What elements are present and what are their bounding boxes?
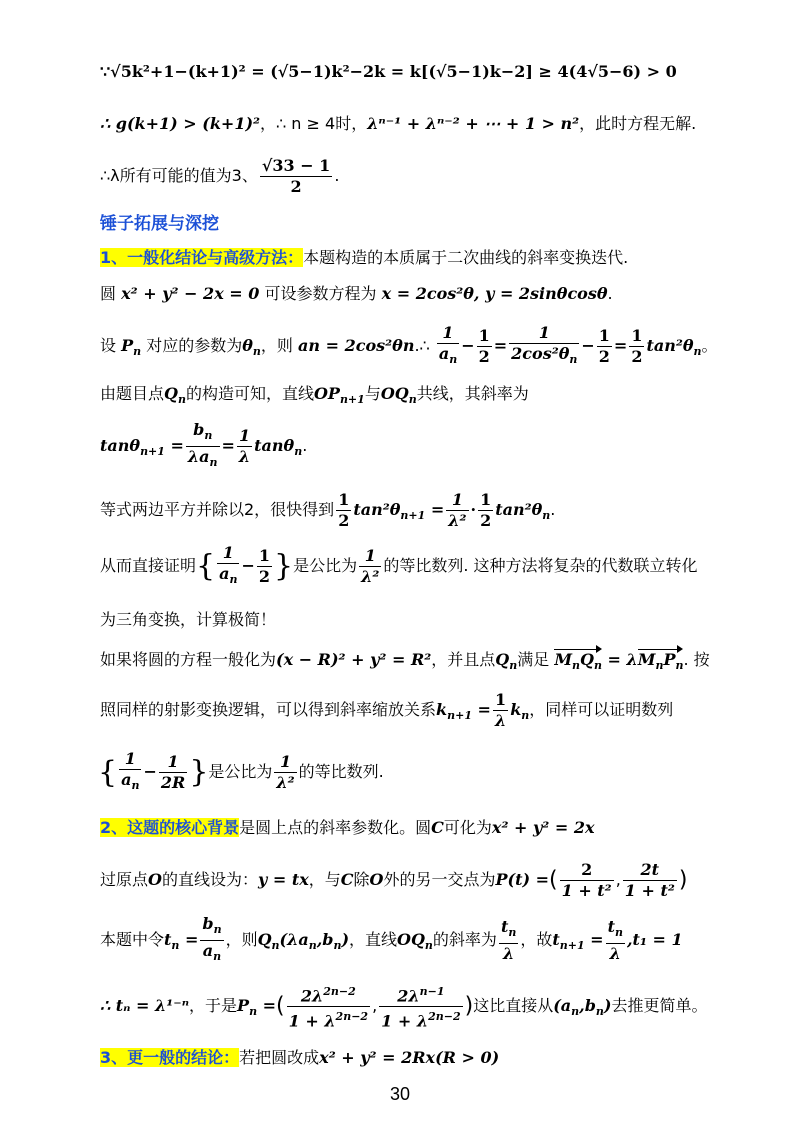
q-text-c: 与 (364, 384, 381, 403)
inequality-line-1 (100, 60, 740, 84)
gen2-text-a: 照同样的射影变换逻辑，可以得到斜率缩放关系 (100, 700, 437, 719)
origin-text-e: 外的另一交点为 (383, 870, 496, 889)
section-3-line (100, 1046, 740, 1070)
gen2-text-b: ，同样可以证明数列 (529, 700, 674, 719)
gen3-text-c: 的等比数列. (298, 762, 384, 781)
general-sequence-line: { $\frac{1}{a_n}$ − $\frac{1}{2R}$ }是公比为 $\frac{1}{\text{λ²}}$ 的等比数列. (98, 748, 384, 793)
inequality-line-2 (100, 112, 740, 136)
tn-line: 本题中令$t_n$ = $\frac{b_n}{a_n}$ ，则$Q_n(\lambda a_n,b_n)$，直线$OQ_n$的斜率为 $\frac{t_n}{\lambda}$ ，故$t_{n+1}$ = $\frac{t_n}{\lambda}$ ,t₁ = 1 (100, 914, 683, 964)
section-1-text: 本题构造的本质属于二次曲线的斜率变换迭代. (303, 248, 629, 267)
general-circle-line: 如果将圆的方程一般化为(x − R)² + y² = R²，并且点$Q_n$满足 $M_nQ_n = \lambda M_nP_n$. 按 (100, 648, 740, 678)
param-text: 可设参数方程为 (264, 284, 377, 303)
prove-text-b: 是公比为 (293, 556, 358, 575)
condition-text: ，∴ n ≥ 4时， (260, 114, 368, 133)
tn-text-d: 的斜率为 (432, 930, 497, 950)
origin-equation: y = tx (257, 870, 309, 889)
g-inequality: ∴ g(k+1) > (k+1)² (100, 114, 261, 133)
circle-label: 圆 (100, 284, 117, 303)
lambda-sum: λⁿ⁻¹ + λⁿ⁻² + ⋯ + 1 > n² (367, 114, 580, 133)
section-2-text-a: 是圆上点的斜率参数化。圆 (239, 818, 432, 837)
section-3-text: 若把圆改成 (239, 1048, 320, 1067)
tan-recursion-line: tanθ$_{n+1}$ = $\frac{b_n}{\lambda a_n}$ = $\frac{1}{\lambda}$ tanθ$_n$. (100, 420, 308, 470)
tn-formula: ∴ tₙ = λ¹⁻ⁿ (100, 996, 190, 1015)
pn-line: ∴ tₙ = λ¹⁻ⁿ，于是$P_n$ =( $\frac{2\lambda^{2n-2}}{1 + \lambda^{2n-2}}$ , $\frac{2\lambda^{n-1}}{1 + \lambda^{2n-2}}$ )这比直接从$(a_n,b_n)$去推更简单。 (100, 980, 740, 1032)
qn-line: 由题目点$Q_n$的构造可知，直线$OP_{n+1}$与$OQ_n$共线，其斜率为 (100, 384, 529, 407)
origin-text-d: 除 (353, 870, 370, 889)
tn-text-c: ，直线 (349, 930, 398, 950)
set-text: 设 (100, 336, 117, 355)
circle-equation: x² + y² − 2x = 0 (121, 284, 260, 303)
section-3-label: 3、更一般的结论： (100, 1048, 240, 1067)
section-2-text-b: 可化为 (443, 818, 492, 837)
fraction-numerator: √33 − 1 (261, 156, 331, 175)
origin-text-a: 过原点 (100, 870, 149, 889)
prove-line: 从而直接证明{ $\frac{1}{a_n}$ − $\frac{1}{2}$ }是公比为 $\frac{1}{\text{λ²}}$ 的等比数列. 这种方法将复杂的代数联立转化 (100, 542, 698, 587)
q-text-d: 共线，其斜率为 (416, 384, 529, 403)
gen-text-c: 满足 (517, 650, 550, 669)
tn-text-a: 本题中令 (100, 930, 165, 950)
tn-text-e: ，故 (520, 930, 553, 950)
therefore: .∴ (414, 336, 430, 355)
lambda-values-text: ∴λ所有可能的值为3、 (100, 166, 258, 185)
pn-text-c: 这比直接从 (473, 996, 554, 1015)
gen-text-d: . 按 (683, 650, 710, 669)
then-text: ，则 (260, 336, 293, 355)
tn-text-b: ，则 (225, 930, 258, 950)
q-text-b: 的构造可知，直线 (185, 384, 314, 403)
fraction-denominator: 2 (290, 177, 302, 196)
origin-line: 过原点O的直线设为：y = tx，与C除O外的另一交点为P(t) =( $\frac{2}{\text{1 + t²}}$ , $\frac{2t}{\text{1 + t²}}$ ) (100, 860, 688, 900)
set-pn-line: 设 $P_n$ 对应的参数为$\theta_n$，则 an = 2cos²θn.∴ $\frac{1}{a_n}$ − $\frac{1}{2}$ = $\frac{1}{2\cos^2\theta_n}$ − $\frac{1}{2}$ = $\frac{1}{2}$ $\tan^2\theta_n$。 (100, 322, 718, 367)
no-solution-text: ，此时方程无解. (579, 114, 697, 133)
section-2-equation: x² + y² = 2x (491, 818, 595, 837)
gen3-text-b: 是公比为 (208, 762, 273, 781)
inequality-text: ∵√5k²+1−(k+1)² = (√5−1)k²−2k = k[(√5−1)k−2] ≥ 4(4√5−6) > 0 (100, 62, 677, 81)
q-text-a: 由题目点 (100, 384, 165, 403)
lambda-values-line: ∴λ所有可能的值为3、 $\frac{√33 - 1}{2}$ . (100, 156, 340, 196)
section-heading: 锤子拓展与深挖 (100, 214, 219, 234)
prove-text-c: 的等比数列. 这种方法将复杂的代数联立转化 (383, 556, 698, 575)
page-number: 30 (389, 1084, 411, 1104)
squared-text: 等式两边平方并除以2，很快得到 (100, 500, 335, 519)
origin-text-b: 的直线设为： (161, 870, 258, 889)
section-3-equation: x² + y² = 2Rx(R > 0) (319, 1048, 500, 1067)
circle-param-line (100, 282, 740, 306)
gen-text-b: ，并且点 (431, 650, 496, 669)
end-mark: 。 (701, 336, 718, 355)
pn-text-d: 去推更简单。 (611, 996, 708, 1015)
period: . (607, 284, 613, 303)
origin-text-c: ，与 (308, 870, 341, 889)
prove-line-2: 为三角变换，计算极简！ (100, 610, 277, 629)
squared-line: 等式两边平方并除以2，很快得到 $\frac{1}{2}$ $\tan^2\theta_{n+1}$ = $\frac{1}{\text{λ²}}$ · $\frac{1}{2}$ $\tan^2\theta_n$. (100, 490, 556, 530)
lambda-fraction (260, 156, 332, 197)
section-2-label: 2、这题的核心背景 (100, 818, 240, 837)
section-1-line (100, 246, 740, 270)
section-2-line: 2、这题的核心背景是圆上点的斜率参数化。圆C可化为x² + y² = 2x (100, 818, 595, 837)
pn-text-b: ，于是 (189, 996, 238, 1015)
gen-text-a: 如果将圆的方程一般化为 (100, 650, 277, 669)
slope-scale-line: 照同样的射影变换逻辑，可以得到斜率缩放关系$k_{n+1}$ = $\frac{1}{\lambda}$ $k_n$，同样可以证明数列 (100, 690, 674, 730)
prove-text-a: 从而直接证明 (100, 556, 197, 575)
param-equation: x = 2cos²θ, y = 2sinθcosθ (381, 284, 608, 303)
section-1-label: 1、一般化结论与高级方法： (100, 248, 304, 267)
tn-initial: ,t₁ = 1 (626, 930, 683, 950)
param-text-2: 对应的参数为 (146, 336, 243, 355)
an-equation: an = 2cos²θn (298, 336, 415, 355)
